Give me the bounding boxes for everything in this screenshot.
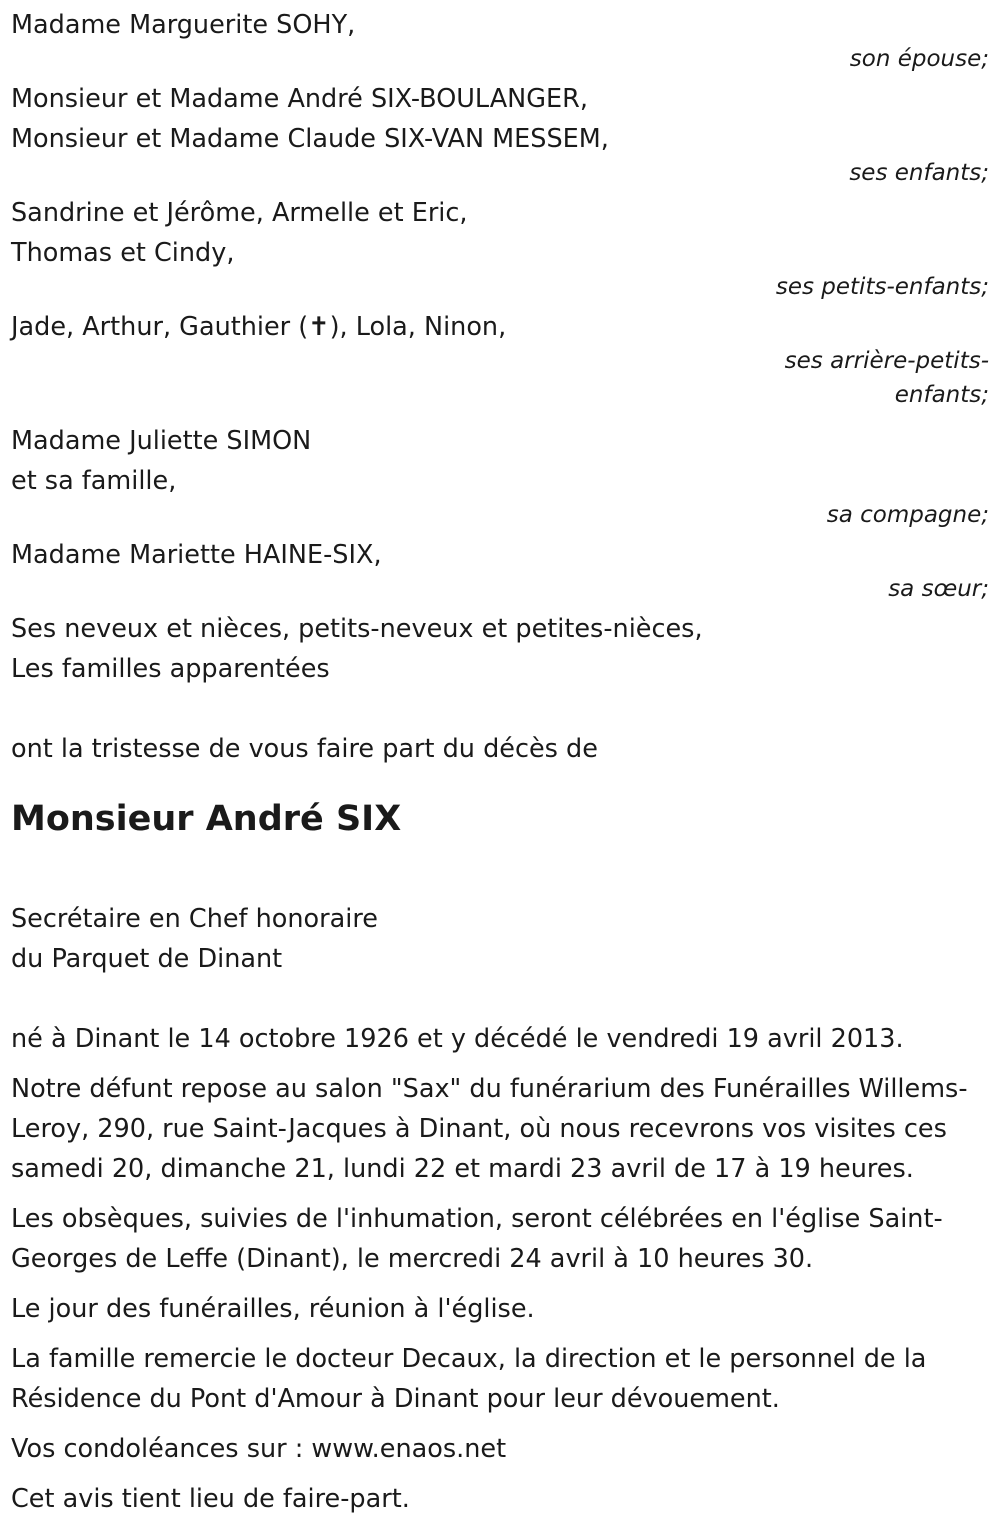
sister-group xyxy=(11,535,989,609)
children-group xyxy=(11,79,989,193)
companion-role: sa compagne; xyxy=(826,502,989,528)
gathering-paragraph: Le jour des funérailles, réunion à l'église. xyxy=(11,1294,535,1324)
announcement-text: ont la tristesse de vous faire part du décès de xyxy=(11,734,598,764)
grandchild-names: Thomas et Cindy, xyxy=(11,238,235,268)
related-families: Les familles apparentées xyxy=(11,654,330,684)
child-name: Monsieur et Madame André SIX-BOULANGER, xyxy=(11,84,588,114)
sister-role: sa sœur; xyxy=(888,576,989,602)
condolences-paragraph: Vos condoléances sur : www.enaos.net xyxy=(11,1434,507,1464)
children-role: ses enfants; xyxy=(849,160,989,186)
spouse-name: Madame Marguerite SOHY, xyxy=(11,10,356,40)
grandchildren-role: ses petits-enfants; xyxy=(775,274,989,300)
deceased-name: Monsieur André SIX xyxy=(11,799,402,839)
great-grandchildren-group xyxy=(11,307,989,421)
nephews-nieces: Ses neveux et nièces, petits-neveux et petites-nièces, xyxy=(11,614,703,644)
great-grandchild-names: Jade, Arthur, Gauthier (✝), Lola, Ninon, xyxy=(11,312,507,342)
other-relatives xyxy=(11,609,989,689)
spouse-role: son épouse; xyxy=(849,46,989,72)
deceased-title-line2: du Parquet de Dinant xyxy=(11,944,283,974)
child-name: Monsieur et Madame Claude SIX-VAN MESSEM, xyxy=(11,124,609,154)
grandchildren-group xyxy=(11,193,989,307)
deceased-title-line1: Secrétaire en Chef honoraire xyxy=(11,904,378,934)
birth-death-paragraph: né à Dinant le 14 octobre 1926 et y décédé le vendredi 19 avril 2013. xyxy=(11,1024,904,1054)
companion-family: et sa famille, xyxy=(11,466,177,496)
spouse-group xyxy=(11,5,989,79)
great-grandchildren-role-line1: ses arrière-petits- xyxy=(784,348,989,374)
grandchild-names: Sandrine et Jérôme, Armelle et Eric, xyxy=(11,198,468,228)
sister-name: Madame Mariette HAINE-SIX, xyxy=(11,540,382,570)
funeral-paragraph: Les obsèques, suivies de l'inhumation, seront célébrées en l'église Saint-Georges de Leffe (Dinant), le mercredi 24 avril à 10 heures 30. xyxy=(11,1204,943,1274)
visitation-paragraph: Notre défunt repose au salon "Sax" du funérarium des Funérailles Willems-Leroy, 290, rue Saint-Jacques à Dinant, où nous recevrons vos visites ces samedi 20, dimanche 21, lundi 22 et mardi 23 avril de 17 à 19 heures. xyxy=(11,1074,968,1184)
great-grandchildren-role-line2: enfants; xyxy=(894,382,989,408)
companion-group xyxy=(11,421,989,535)
companion-name: Madame Juliette SIMON xyxy=(11,426,312,456)
notice-paragraph: Cet avis tient lieu de faire-part. xyxy=(11,1484,410,1514)
thanks-paragraph: La famille remercie le docteur Decaux, la direction et le personnel de la Résidence du Pont d'Amour à Dinant pour leur dévouement. xyxy=(11,1344,927,1414)
